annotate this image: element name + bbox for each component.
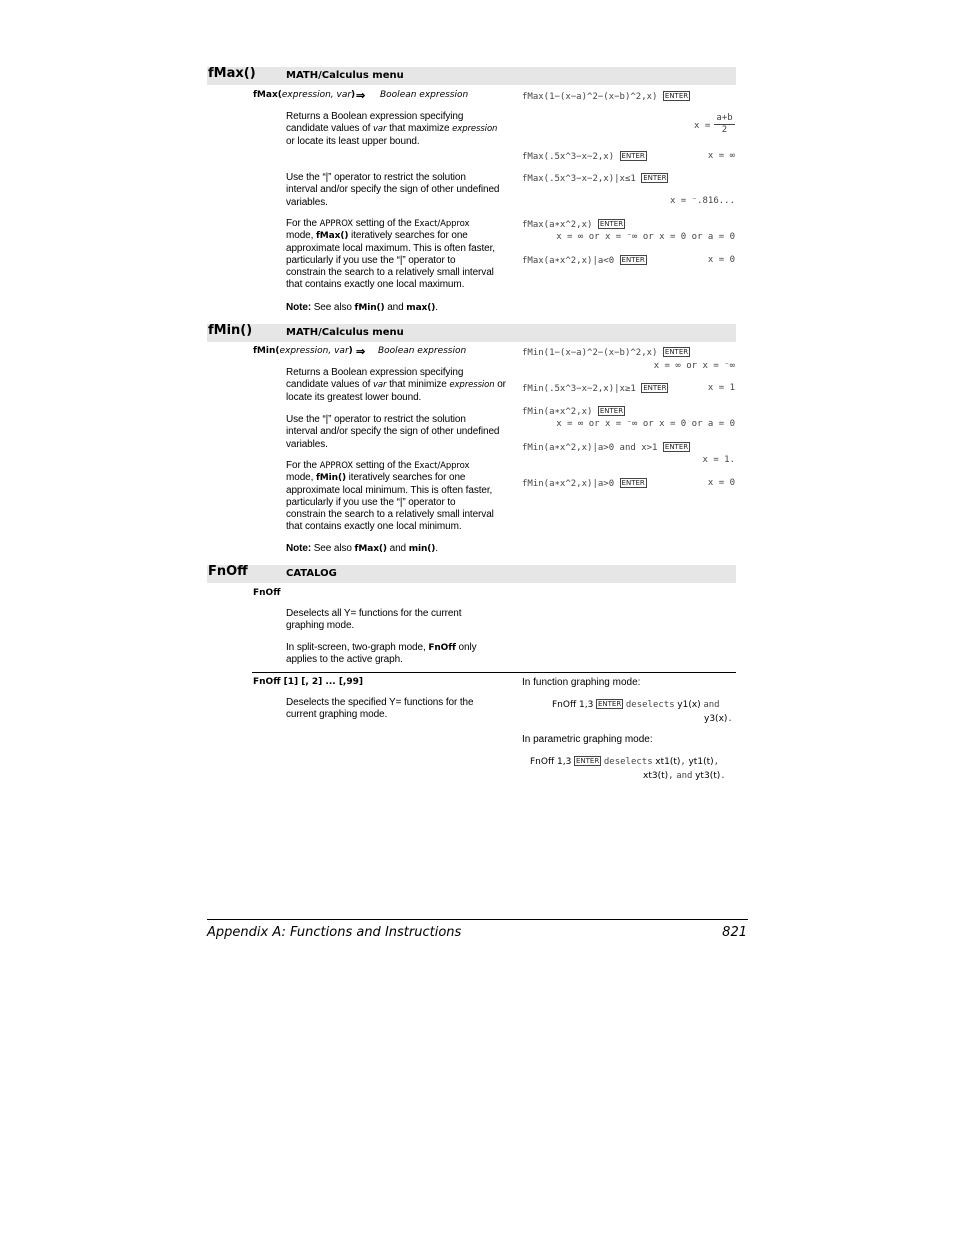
fmax-title: fMax() xyxy=(208,66,256,81)
fmin-example-4-result: x = 1. xyxy=(702,455,735,465)
fmin-example-2: fMin(.5x^3−x−2,x)|x≥1 ENTER xyxy=(522,384,667,394)
fmax-note: Note: See also fMin() and max(). xyxy=(286,302,438,313)
fnoff-header xyxy=(207,565,736,583)
enter-key-icon: ENTER xyxy=(664,92,689,100)
fmin-result-type: Boolean expression xyxy=(378,346,467,356)
parametric-mode-label: In parametric graphing mode: xyxy=(522,734,653,745)
enter-key-icon: ENTER xyxy=(575,757,600,765)
fmin-example-3: fMin(a∗x^2,x) ENTER xyxy=(522,407,624,417)
fmin-example-1: fMin(1−(x−a)^2−(x−b)^2,x) ENTER xyxy=(522,348,689,358)
fnoff-syntax-2: FnOff [1] [, 2] ... [,99] xyxy=(253,677,363,687)
footer-rule xyxy=(207,919,748,920)
fmax-description: Returns a Boolean expression specifying candidate values of var that maximize expression or locate its least upper bound. xyxy=(286,111,498,147)
fnoff-syntax-1: FnOff xyxy=(253,588,281,598)
fnoff-example-2-cont: xt3(t), and yt3(t). xyxy=(643,771,726,781)
fnoff-description-1: Deselects all Y= functions for the current graphing mode. xyxy=(286,608,462,632)
footer-title: Appendix A: Functions and Instructions xyxy=(207,925,462,940)
fmin-example-4: fMin(a∗x^2,x)|a>0 and x>1 ENTER xyxy=(522,443,689,453)
fmin-approx-text: For the APPROX setting of the Exact/Approx mode, fMin() iteratively searches for one approximate local minimum. This is often faster, particularly if you use the “|” operator to constrain the search to a relatively small interval that contains exactly one local minimum. xyxy=(286,460,494,533)
fmin-syntax: fMin(expression, var) xyxy=(253,346,353,356)
fnoff-description-2: In split-screen, two-graph mode, FnOff only applies to the active graph. xyxy=(286,642,477,666)
fmax-example-1: fMax(1−(x−a)^2−(x−b)^2,x) ENTER xyxy=(522,92,689,102)
fmin-example-2-result: x = 1 xyxy=(707,383,735,393)
fmax-constraint-text: Use the “|” operator to restrict the solution interval and/or specify the sign of other undefined variables. xyxy=(286,172,500,208)
fnoff-example-2: FnOff 1,3 ENTER deselects xt1(t), yt1(t), xyxy=(530,757,720,767)
fmax-example-1-result: x = xyxy=(694,121,711,131)
fmin-description: Returns a Boolean expression specifying candidate values of var that minimize expression or locate its greatest lower bound. xyxy=(286,367,506,403)
enter-key-icon: ENTER xyxy=(643,384,667,392)
enter-key-icon: ENTER xyxy=(599,220,624,228)
fmin-example-3-result: x = ∞ or x = ⁻∞ or x = 0 or a = 0 xyxy=(556,419,735,429)
fmin-example-1-result: x = ∞ or x = ⁻∞ xyxy=(653,361,735,371)
fnoff-description-3: Deselects the specified Y= functions for the current graphing mode. xyxy=(286,697,474,721)
fmax-approx-text: For the APPROX setting of the Exact/Approx mode, fMax() iteratively searches for one approximate local maximum. This is often faster, particularly if you use the “|” operator to constrain the search to a relatively small interval that contains exactly one local maximum. xyxy=(286,218,495,291)
enter-key-icon: ENTER xyxy=(664,348,689,356)
enter-key-icon: ENTER xyxy=(599,407,624,415)
fmax-example-3-result: x = ⁻.816... xyxy=(669,196,735,206)
fmax-example-4-result: x = ∞ or x = ⁻∞ or x = 0 or a = 0 xyxy=(556,232,735,242)
fnoff-title: FnOff xyxy=(208,564,248,579)
fmin-note: Note: See also fMax() and min(). xyxy=(286,543,438,554)
fmax-fraction: a+b 2 xyxy=(714,113,735,135)
fmin-title: fMin() xyxy=(208,323,253,338)
fnoff-menu-path: CATALOG xyxy=(286,568,337,579)
enter-key-icon: ENTER xyxy=(621,152,645,160)
enter-key-icon: ENTER xyxy=(664,443,689,451)
fmax-example-5: fMax(a∗x^2,x)|a<0 ENTER xyxy=(522,256,645,266)
fnoff-example-1-cont: y3(x). xyxy=(704,714,733,724)
section-divider xyxy=(252,672,736,673)
fmin-example-5-result: x = 0 xyxy=(707,478,735,488)
fmin-menu-path: MATH/Calculus menu xyxy=(286,327,404,338)
fmax-example-2-result: x = ∞ xyxy=(707,151,735,161)
fmax-example-4: fMax(a∗x^2,x) ENTER xyxy=(522,220,624,230)
function-mode-label: In function graphing mode: xyxy=(522,677,641,688)
fmin-example-5: fMin(a∗x^2,x)|a>0 ENTER xyxy=(522,479,645,489)
fmax-syntax: fMax(expression, var) xyxy=(253,90,356,100)
enter-key-icon: ENTER xyxy=(621,479,645,487)
fmax-header xyxy=(207,67,736,85)
fmin-constraint-text: Use the “|” operator to restrict the solution interval and/or specify the sign of other undefined variables. xyxy=(286,414,500,450)
fmax-example-5-result: x = 0 xyxy=(707,255,735,265)
fmax-result-type: Boolean expression xyxy=(380,90,469,100)
implies-arrow-icon: ⇒ xyxy=(356,346,366,358)
implies-arrow-icon: ⇒ xyxy=(356,90,366,102)
fmax-example-3: fMax(.5x^3−x−2,x)|x≤1 ENTER xyxy=(522,174,667,184)
fnoff-example-1: FnOff 1,3 ENTER deselects y1(x) and xyxy=(552,700,720,710)
page-number: 821 xyxy=(722,925,747,940)
enter-key-icon: ENTER xyxy=(621,256,645,264)
fmax-menu-path: MATH/Calculus menu xyxy=(286,70,404,81)
fmin-header xyxy=(207,324,736,342)
enter-key-icon: ENTER xyxy=(643,174,667,182)
fmax-example-2: fMax(.5x^3−x−2,x) ENTER xyxy=(522,152,645,162)
enter-key-icon: ENTER xyxy=(597,700,622,708)
